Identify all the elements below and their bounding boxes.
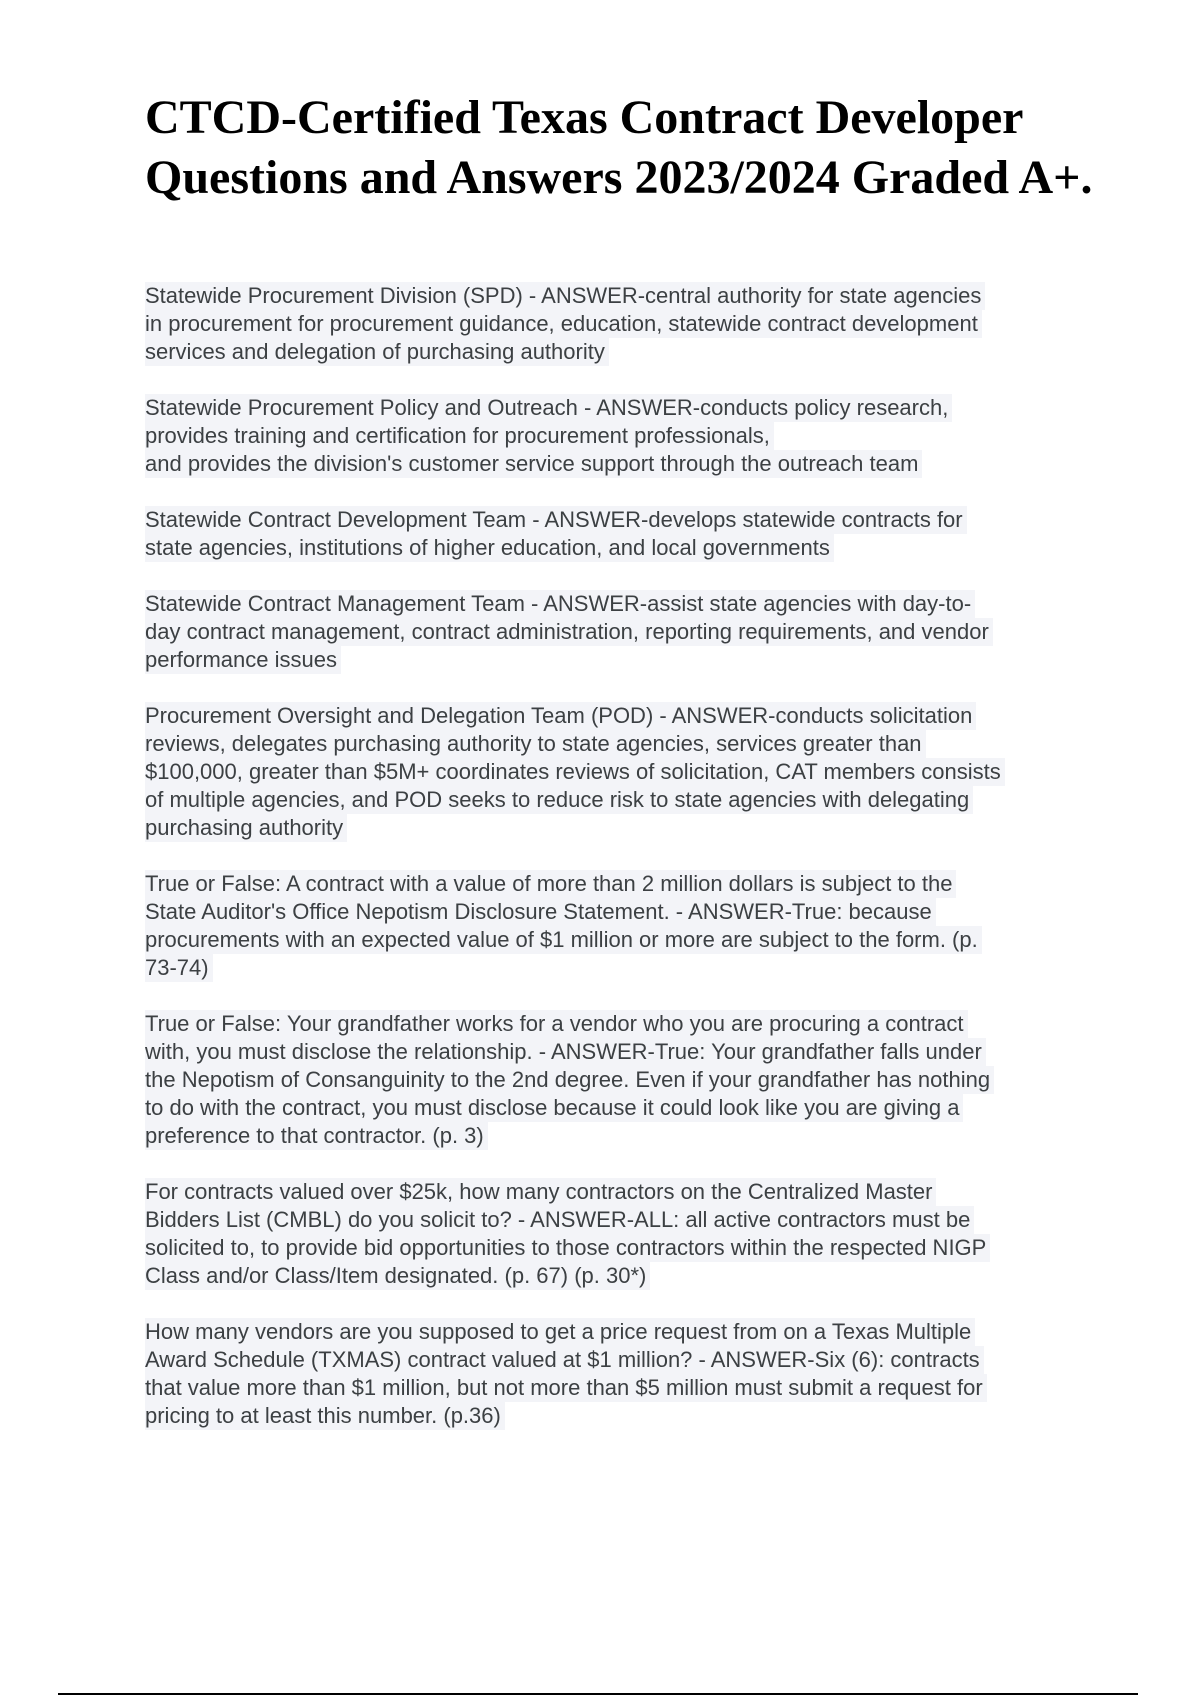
- qa-item-policy-outreach: [145, 394, 1105, 478]
- qa-line: in procurement for procurement guidance, education, statewide contract development: [145, 310, 982, 338]
- qa-line: True or False: Your grandfather works for a vendor who you are procuring a contract: [145, 1010, 968, 1038]
- qa-line: reviews, delegates purchasing authority to state agencies, services greater than: [145, 730, 926, 758]
- document-title: [145, 88, 1195, 208]
- qa-line: 73-74): [145, 954, 213, 982]
- qa-line: and provides the division's customer service support through the outreach team: [145, 450, 922, 478]
- qa-item-grandfather: [145, 1010, 1105, 1150]
- qa-list: [145, 282, 1105, 1458]
- qa-line: solicited to, to provide bid opportunities to those contractors within the respected NIGP: [145, 1234, 990, 1262]
- qa-line: How many vendors are you supposed to get a price request from on a Texas Multiple: [145, 1318, 975, 1346]
- title-line-2: Questions and Answers 2023/2024 Graded A+.: [145, 151, 1093, 204]
- qa-item-contract-management: [145, 590, 1105, 674]
- qa-line: Statewide Contract Management Team - ANSWER-assist state agencies with day-to-: [145, 590, 975, 618]
- qa-line: to do with the contract, you must disclose because it could look like you are giving a: [145, 1094, 963, 1122]
- qa-line: State Auditor's Office Nepotism Disclosure Statement. - ANSWER-True: because: [145, 898, 936, 926]
- qa-line: $100,000, greater than $5M+ coordinates reviews of solicitation, CAT members consists: [145, 758, 1005, 786]
- qa-line: preference to that contractor. (p. 3): [145, 1122, 488, 1150]
- qa-line: with, you must disclose the relationship. - ANSWER-True: Your grandfather falls under: [145, 1038, 986, 1066]
- qa-item-nepotism-disclosure: [145, 870, 1105, 982]
- qa-line: of multiple agencies, and POD seeks to reduce risk to state agencies with delegating: [145, 786, 973, 814]
- qa-line: provides training and certification for procurement professionals,: [145, 422, 774, 450]
- qa-line: Statewide Contract Development Team - ANSWER-develops statewide contracts for: [145, 506, 967, 534]
- qa-line: that value more than $1 million, but not more than $5 million must submit a request for: [145, 1374, 987, 1402]
- qa-line: For contracts valued over $25k, how many contractors on the Centralized Master: [145, 1178, 936, 1206]
- qa-line: the Nepotism of Consanguinity to the 2nd degree. Even if your grandfather has nothing: [145, 1066, 994, 1094]
- qa-line: pricing to at least this number. (p.36): [145, 1402, 505, 1430]
- qa-line: state agencies, institutions of higher education, and local governments: [145, 534, 834, 562]
- qa-line: Statewide Procurement Division (SPD) - ANSWER-central authority for state agencies: [145, 282, 985, 310]
- qa-line: Award Schedule (TXMAS) contract valued at $1 million? - ANSWER-Six (6): contracts: [145, 1346, 984, 1374]
- qa-line: procurements with an expected value of $1 million or more are subject to the form. (p.: [145, 926, 982, 954]
- qa-item-txmas: [145, 1318, 1105, 1430]
- qa-line: services and delegation of purchasing authority: [145, 338, 609, 366]
- title-line-1: CTCD-Certified Texas Contract Developer: [145, 91, 1024, 144]
- qa-line: day contract management, contract administration, reporting requirements, and vendor: [145, 618, 993, 646]
- qa-line: Procurement Oversight and Delegation Team (POD) - ANSWER-conducts solicitation: [145, 702, 976, 730]
- qa-line: performance issues: [145, 646, 341, 674]
- qa-line: Class and/or Class/Item designated. (p. 67) (p. 30*): [145, 1262, 650, 1290]
- qa-item-contract-development: [145, 506, 1105, 562]
- footer-divider: [58, 1693, 1138, 1695]
- qa-line: purchasing authority: [145, 814, 347, 842]
- qa-line: Statewide Procurement Policy and Outreach - ANSWER-conducts policy research,: [145, 394, 952, 422]
- qa-line: True or False: A contract with a value of more than 2 million dollars is subject to the: [145, 870, 956, 898]
- qa-item-spd: [145, 282, 1105, 366]
- qa-item-pod: [145, 702, 1105, 842]
- qa-item-cmbl: [145, 1178, 1105, 1290]
- qa-line: Bidders List (CMBL) do you solicit to? - ANSWER-ALL: all active contractors must be: [145, 1206, 974, 1234]
